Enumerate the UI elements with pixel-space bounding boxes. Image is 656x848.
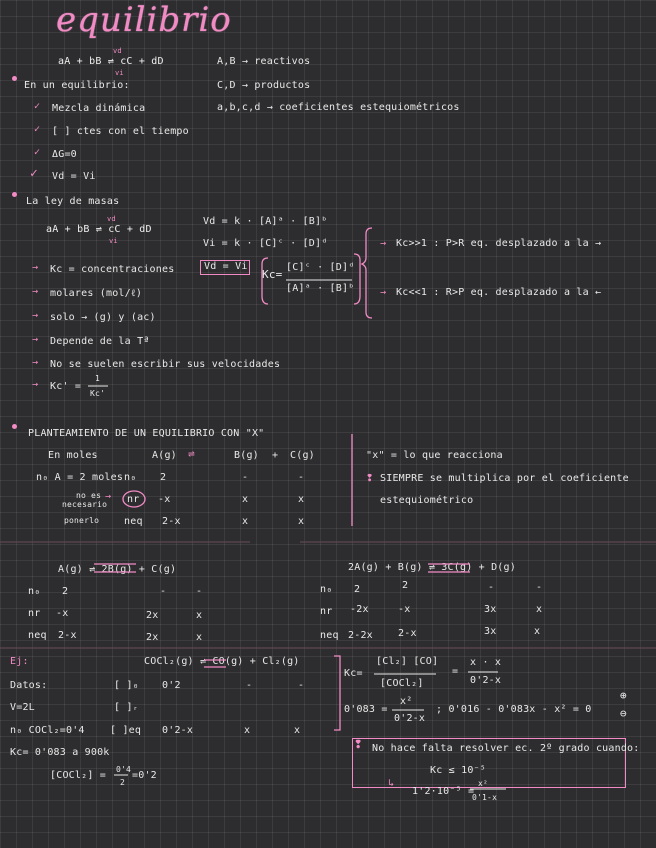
law-reaction: aA + bB ⇌ cC + dD [46, 224, 152, 235]
cell: - [536, 582, 543, 593]
note-necesario: necesario [62, 500, 108, 509]
concentration-result: =0'2 [132, 770, 157, 781]
cell: x [536, 604, 543, 615]
kc-inverse-den: Kc' [90, 389, 106, 398]
n0-symbol: n₀ [124, 472, 137, 483]
kc-inverse-num: 1 [95, 374, 101, 383]
minus-icon: ⊖ [620, 707, 627, 720]
equilibrium-arrow: ⇌ [188, 447, 195, 460]
row-label: n₀ [320, 584, 333, 595]
arrow-icon: → [32, 357, 39, 368]
def-reactivos: A,B → reactivos [217, 56, 311, 67]
def-coeficientes: a,b,c,d → coeficientes estequiométricos [217, 102, 460, 113]
bullet-dot [12, 76, 17, 81]
note-molares: molares (mol/ℓ) [50, 288, 143, 299]
volume-value: V=2L [10, 702, 35, 713]
cell: 3x [484, 626, 497, 637]
example-reaction: COCl₂(g) ⇌ CO(g) + Cl₂(g) [144, 656, 300, 667]
kc-label: Kc= [262, 268, 283, 281]
bullet-dot [12, 192, 17, 197]
check-item-4: Vd = Vi [52, 171, 96, 182]
bullet-equilibrio: En un equilibrio: [24, 80, 130, 91]
arrow-top-label: vd [113, 47, 122, 55]
cell: x [196, 632, 203, 643]
x-value: x [298, 516, 305, 527]
kc-x-den: 0'2-x [470, 675, 502, 686]
row-eq-label: [ ]eq [110, 725, 142, 736]
header-a: A(g) [152, 450, 177, 461]
nr-symbol: nr [127, 494, 140, 505]
cell: 2x [146, 632, 159, 643]
bracket-right [354, 254, 360, 304]
row-label: nr [28, 608, 41, 619]
arrow-icon: ↳ [388, 778, 395, 789]
check-item-1: Mezcla dinámica [52, 103, 146, 114]
x-value: x [244, 725, 251, 736]
check-item-3: ΔG=0 [52, 149, 77, 160]
general-reaction [58, 56, 164, 68]
kc-expression-num: [Cl₂] [CO] [376, 656, 439, 667]
alert-icon: ❢ [354, 736, 363, 752]
kc-case-large: Kc>>1 : P>R eq. desplazado a la → [396, 238, 602, 249]
cell: 2-x [398, 628, 417, 639]
concentration-den: 2 [120, 778, 126, 787]
cell: -x [398, 604, 411, 615]
datos-label: Datos: [10, 680, 48, 691]
concentration-label: [COCl₂] = [50, 770, 106, 781]
row-initial-label: [ ]₀ [114, 680, 139, 691]
neq-value: 2-x [162, 516, 181, 527]
x-value: x [294, 725, 301, 736]
bullet-dot [12, 424, 17, 429]
vd-equals-vi: Vd = Vi [204, 261, 248, 272]
cell: 2 [402, 580, 409, 591]
condition-kc: Kc ≤ 10⁻⁵ [430, 765, 486, 776]
vi-expression: Vi = k · [C]ᶜ · [D]ᵈ [203, 238, 328, 249]
side-note-siempre: SIEMPRE se multiplica por el coeficiente [380, 473, 629, 484]
check-icon: ✓ [34, 124, 41, 135]
example-label: Ej: [10, 656, 29, 667]
cell: 2-x [58, 630, 77, 641]
cell: x [196, 610, 203, 621]
bracket-left [262, 258, 268, 304]
cell: -2x [350, 604, 369, 615]
n0-label: n₀ A = 2 moles [36, 472, 124, 483]
cell: x [534, 626, 541, 637]
bullet-ley-masas: La ley de masas [26, 196, 120, 207]
header-b: B(g) [234, 450, 259, 461]
header-moles: En moles [48, 450, 98, 461]
cell: -x [56, 608, 69, 619]
row-label: n₀ [28, 586, 41, 597]
row-reacted-label: [ ]ᵣ [114, 702, 139, 713]
quadratic-equation: ; 0'016 - 0'083x - x² = 0 [436, 704, 592, 715]
dash: - [298, 680, 305, 691]
note-solo: solo → (g) y (ac) [50, 312, 156, 323]
row-label: neq [28, 630, 47, 641]
row-initial-value: 0'2 [162, 680, 181, 691]
header-plus: + [272, 450, 279, 461]
curly-brace [362, 228, 372, 318]
arrow-bottom-label: vi [115, 69, 124, 77]
concentration-num: 0'4 [116, 765, 132, 774]
reaction-text: aA + bB ⇌ cC + dD [58, 56, 164, 67]
kc-numerator: [C]ᶜ · [D]ᵈ [286, 262, 355, 273]
cell: 2 [354, 584, 361, 595]
arrow-icon: → [32, 262, 39, 273]
approx-lhs: 1'2·10⁻⁵ = [412, 786, 475, 797]
def-productos: C,D → productos [217, 80, 311, 91]
nr-value: -x [158, 494, 171, 505]
kc-denominator: [A]ᵃ · [B]ᵇ [286, 283, 355, 294]
kc-case-small: Kc<<1 : R>P eq. desplazado a la ← [396, 287, 602, 298]
arrow-icon: → [32, 334, 39, 345]
cell: 2x [146, 610, 159, 621]
cell: - [488, 582, 495, 593]
arrow-icon: → [32, 310, 39, 321]
arrow-icon: → [32, 379, 39, 390]
vd-expression: Vd = k · [A]ᵃ · [B]ᵇ [203, 216, 328, 227]
note-velocidades: No se suelen escribir sus velocidades [50, 359, 281, 370]
example-bracket [334, 656, 340, 730]
cell: - [160, 586, 167, 597]
note-temperatura: Depende de la Tª [50, 336, 150, 347]
x-squared-num: x² [400, 696, 413, 707]
row-label: neq [320, 630, 339, 641]
note-kc-inverse: Kc' = [50, 381, 82, 392]
note-ponerlo: ponerlo [64, 516, 100, 525]
page-title: equilibrio [56, 0, 232, 40]
bullet-planteamiento: PLANTEAMIENTO DE UN EQUILIBRIO CON "X" [28, 428, 265, 439]
cell: - [196, 586, 203, 597]
kc-substituted-lhs: 0'083 = [344, 704, 388, 715]
kc-value: Kc= 0'083 a 900k [10, 747, 110, 758]
arrow-icon: → [105, 491, 112, 502]
arrow-icon: → [32, 286, 39, 297]
cell: 3x [484, 604, 497, 615]
plus-icon: ⊕ [620, 689, 627, 702]
row-label: nr [320, 606, 333, 617]
side-note-x: "x" = lo que reacciona [366, 450, 503, 461]
approx-num: x² [478, 779, 489, 788]
left-equilibrium: A(g) ⇌ 2B(g) + C(g) [58, 564, 177, 575]
alert-icon: ❢ [366, 470, 374, 484]
neq-symbol: neq [124, 516, 143, 527]
x-squared-den: 0'2-x [394, 713, 426, 724]
equals-sign: = [452, 666, 459, 677]
check-icon: ✓ [34, 147, 41, 158]
arrow-icon: → [380, 287, 387, 298]
cell: 2 [62, 586, 69, 597]
arrow-bottom-label: vi [109, 237, 118, 245]
approx-den: 0'1-x [472, 793, 498, 802]
note-text: No hace falta resolver ec. 2º grado cuando: [372, 743, 640, 754]
side-note-estequiometrico: estequiométrico [380, 495, 474, 506]
dash: - [246, 680, 253, 691]
kc-expression-label: Kc= [344, 668, 363, 679]
check-icon: ✓ [30, 166, 39, 181]
check-icon: ✓ [34, 101, 41, 112]
row-eq-value: 0'2-x [162, 725, 194, 736]
right-equilibrium: 2A(g) + B(g) ⇌ 3C(g) + D(g) [348, 562, 516, 573]
dash: - [242, 472, 249, 483]
x-value: x [242, 494, 249, 505]
kc-x-num: x · x [470, 657, 502, 668]
cell: 2-2x [348, 630, 373, 641]
x-value: x [242, 516, 249, 527]
n0-value: 2 [160, 472, 167, 483]
kc-expression-den: [COCl₂] [380, 678, 424, 689]
note-concentraciones: Kc = concentraciones [50, 264, 175, 275]
note-no-es: no es [76, 491, 102, 500]
x-value: x [298, 494, 305, 505]
initial-moles: n₀ COCl₂=0'4 [10, 725, 85, 736]
arrow-top-label: vd [107, 215, 116, 223]
check-item-2: [ ] ctes con el tiempo [52, 126, 189, 137]
arrow-icon: → [380, 238, 387, 249]
dash: - [298, 472, 305, 483]
header-c: C(g) [290, 450, 315, 461]
